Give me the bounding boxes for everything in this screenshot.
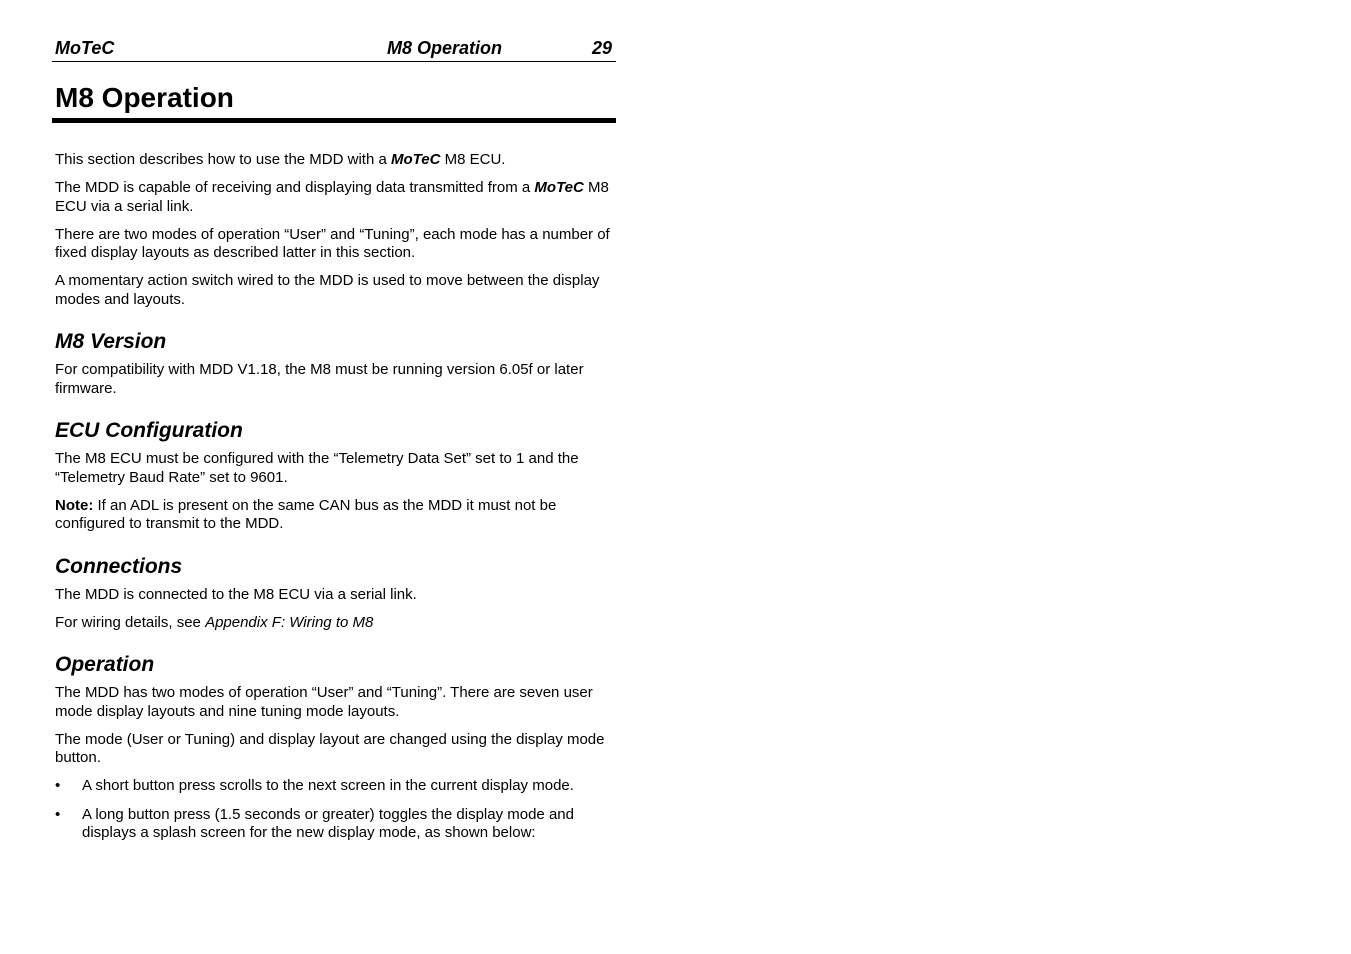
heading-connections: Connections: [55, 554, 183, 578]
title-divider: [52, 118, 616, 123]
bullet-icon: •: [55, 777, 61, 794]
list-item: • A long button press (1.5 seconds or greater) toggles the display mode and displays a splash screen for the new display mode, as shown below:: [55, 805, 574, 841]
header-section-title: M8 Operation: [387, 38, 503, 58]
page-title: M8 Operation: [55, 82, 234, 113]
ecu-config-paragraph: The M8 ECU must be configured with the “Telemetry Data Set” set to 1 and the “Telemetry Baud Rate” set to 9601.: [55, 450, 579, 486]
operation-paragraph-1: The MDD has two modes of operation “User” and “Tuning”. There are seven user mode display layouts and nine tuning mode layouts.: [55, 684, 593, 720]
running-header: [52, 37, 616, 62]
list-item: • A short button press scrolls to the next screen in the current display mode.: [55, 777, 574, 794]
page-content: [55, 151, 620, 853]
intro-paragraph-2: The MDD is capable of receiving and displaying data transmitted from a MoTeC M8 ECU via a serial link.: [55, 179, 609, 215]
note-label: Note:: [55, 496, 94, 514]
header-brand: MoTeC: [55, 38, 115, 58]
bullet-icon: •: [55, 805, 61, 823]
brand-name: MoTeC: [534, 179, 584, 196]
connections-paragraph-1: The MDD is connected to the M8 ECU via a serial link.: [55, 585, 417, 603]
operation-paragraph-2: The mode (User or Tuning) and display layout are changed using the display mode button.: [55, 730, 605, 766]
m8-version-paragraph: For compatibility with MDD V1.18, the M8 must be running version 6.05f or later firmware.: [55, 361, 584, 397]
heading-m8-version: M8 Version: [55, 330, 167, 353]
appendix-reference: Appendix F: Wiring to M8: [205, 613, 374, 631]
ecu-config-note: Note: If an ADL is present on the same CAN bus as the MDD it must not be configured to transmit to the MDD.: [55, 496, 557, 532]
heading-ecu-configuration: ECU Configuration: [55, 419, 243, 442]
operation-bullet-list: [55, 777, 620, 843]
brand-name: MoTeC: [390, 151, 441, 168]
heading-operation: Operation: [55, 653, 155, 676]
intro-paragraph-4: A momentary action switch wired to the MDD is used to move between the display modes and layouts.: [55, 272, 600, 308]
intro-paragraph-3: There are two modes of operation “User” and “Tuning”, each mode has a number of fixed display layouts as described latter in this section.: [55, 225, 610, 261]
connections-paragraph-2: For wiring details, see Appendix F: Wiring to M8: [55, 613, 374, 631]
intro-paragraph-1: This section describes how to use the MDD with a MoTeC M8 ECU.: [55, 151, 506, 168]
header-page-number: 29: [591, 38, 612, 58]
